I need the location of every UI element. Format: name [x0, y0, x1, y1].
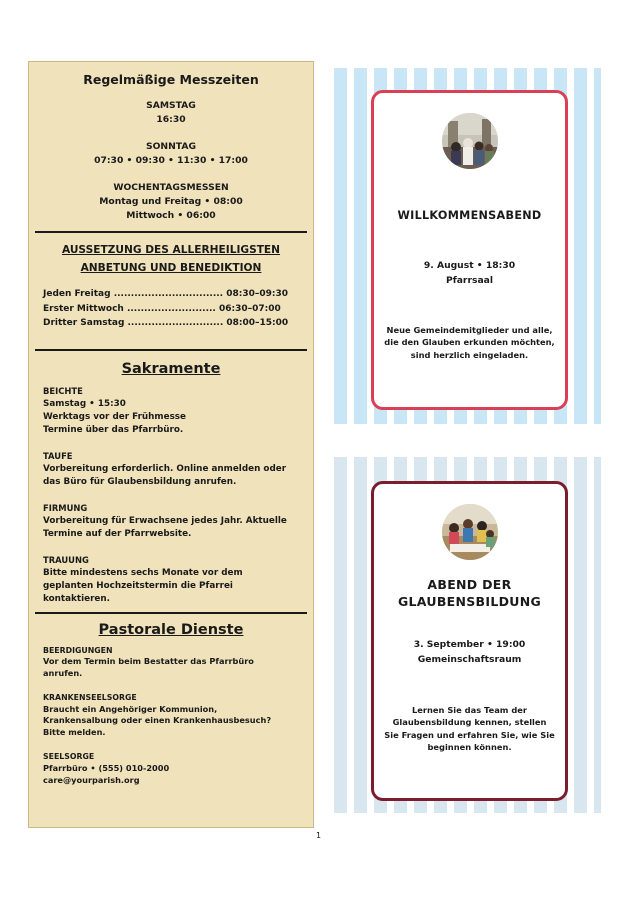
list-item: Jeden Freitag ................................ 08:30–09:30 — [43, 289, 289, 299]
event-card-faith-formation — [371, 481, 568, 801]
divider — [35, 349, 307, 351]
exposition-heading: AUSSETZUNG DES ALLERHEILIGSTEN ANBETUNG UND BENEDIKTION — [61, 244, 281, 274]
event-panel-welcome — [334, 68, 601, 424]
divider — [35, 612, 307, 614]
list-item: Erster Mittwoch .......................... 06:30–07:00 — [43, 303, 281, 314]
baptism-item: TAUFE Vorbereitung erforderlich. Online anmelden oder das Büro für Glaubensbildung anrufen. — [43, 450, 287, 487]
event-details: 3. September • 19:00 Gemeinschaftsraum — [413, 639, 526, 665]
confirmation-item: FIRMUNG Vorbereitung für Erwachsene jedes Jahr. Aktuelle Termine auf der Pfarrwebsite. — [43, 502, 287, 539]
schedule-column — [28, 61, 314, 828]
marriage-item: TRAUUNG Bitte mindestens sechs Monate vor dem geplanten Hochzeitstermin die Pfarrei kontaktieren. — [43, 554, 243, 604]
sunday-mass: SONNTAG 07:30 • 09:30 • 11:30 • 17:00 — [94, 141, 248, 166]
pastoral-care-item: SEELSORGE Pfarrbüro • (555) 010-2000 care@yourparish.org — [43, 752, 170, 785]
mass-times-heading: Regelmäßige Messzeiten — [83, 72, 259, 87]
event-details: 9. August • 18:30 Pfarrsaal — [423, 260, 516, 286]
pastoral-heading: Pastorale Dienste — [98, 621, 244, 638]
funeral-item: BEERDIGUNGEN Vor dem Termin beim Bestatter das Pfarrbüro anrufen. — [43, 645, 254, 679]
event-title: WILLKOMMENSABEND — [397, 209, 542, 222]
sick-care-item: KRANKENSEELSORGE Braucht ein Angehöriger Kommunion, Krankensalbung oder einen Krankenhausbesuch? Bitte melden. — [43, 692, 272, 738]
event-photo-faith-formation — [442, 504, 498, 560]
divider — [35, 231, 307, 233]
event-description: Neue Gemeindemitglieder und alle, die den Glauben erkunden möchten, sind herzlich eingeladen. — [384, 325, 555, 360]
weekday-mass: WOCHENTAGSMESSEN Montag und Freitag • 08:00 Mittwoch • 06:00 — [99, 182, 243, 221]
event-card-welcome — [371, 90, 568, 410]
exposition-list — [37, 287, 305, 331]
event-photo-welcome — [442, 113, 498, 169]
sacraments-heading: Sakramente — [121, 360, 221, 377]
event-panel-faith-formation — [334, 457, 601, 813]
event-description: Lernen Sie das Team der Glaubensbildung kennen, stellen Sie Fragen und erfahren Sie, wie Sie beginnen können. — [384, 705, 555, 752]
saturday-mass: SAMSTAG 16:30 — [146, 100, 196, 125]
list-item: Dritter Samstag ............................ 08:00–15:00 — [43, 318, 289, 328]
event-title: ABEND DER GLAUBENSBILDUNG — [397, 577, 542, 609]
confession-item: BEICHTE Samstag • 15:30 Werktags vor der Frühmesse Termine über das Pfarrbüro. — [43, 385, 187, 435]
page-number: 1 — [315, 831, 322, 840]
